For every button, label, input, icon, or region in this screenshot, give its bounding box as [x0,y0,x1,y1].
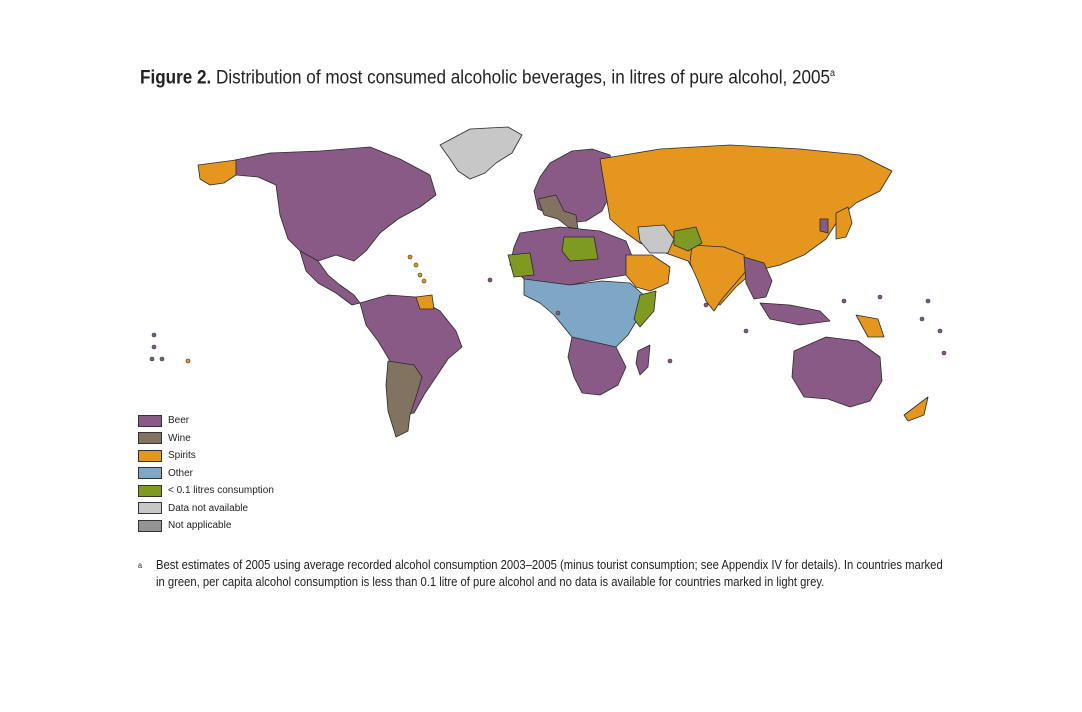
map-island-marker [418,273,422,277]
map-island-marker [186,359,190,363]
map-region-africa-central [524,279,646,347]
map-island-marker [938,329,942,333]
legend-swatch [138,485,162,497]
figure-title-text: Distribution of most consumed alcoholic beverages, in litres of pure alcohol, 2005 [216,67,831,89]
legend-swatch [138,450,162,462]
legend-swatch [138,467,162,479]
map-island-marker [556,311,560,315]
legend-item-low-consumption [138,482,274,500]
map-region-png [856,315,884,337]
map-region-greenland [440,127,522,179]
footnote [138,557,943,591]
legend-item-other [138,465,274,483]
map-region-libya [562,237,598,261]
map-island-marker [408,255,412,259]
title-footnote-mark: a [830,68,836,79]
legend-swatch [138,502,162,514]
map-island-marker [152,345,156,349]
legend-swatch [138,432,162,444]
map-region-north-america [235,147,436,261]
legend-label: Wine [168,432,191,444]
map-region-new-zealand [904,397,928,421]
map-island-marker [878,295,882,299]
legend-label: Other [168,467,194,479]
map-island-marker [842,299,846,303]
map-region-korea [820,219,828,233]
legend-swatch [138,415,162,427]
footnote-mark: a [138,561,143,570]
map-region-mauritania [508,253,534,277]
legend-item-data-not-available [138,500,274,518]
legend-item-beer [138,412,274,430]
legend-label: < 0.1 litres consumption [168,485,274,497]
map-island-marker [920,317,924,321]
legend-label: Data not available [168,502,249,514]
figure-title [140,62,835,90]
map-island-marker [744,329,748,333]
map-island-marker [414,263,418,267]
legend-label: Spirits [168,450,196,462]
footnote-text: Best estimates of 2005 using average recorded alcohol consumption 2003–2005 (minus tourist consumption; see Appendix IV for details). In countries marked in green, per capita alcohol consumption is less than 0.1 litre of pure alcohol and no data is available for countries marked in light grey. [156,558,943,589]
legend-item-not-applicable [138,517,274,535]
map-island-marker [926,299,930,303]
legend-label: Not applicable [168,520,232,532]
map-region-indonesia [760,303,830,325]
map-region-australia [792,337,882,407]
figure-label: Figure 2. [140,67,212,89]
map-region-japan [836,207,852,239]
map-region-india [690,245,746,311]
legend-item-wine [138,430,274,448]
map-island-marker [152,333,156,337]
map-island-marker [160,357,164,361]
map-region-alaska [198,160,236,185]
map-island-marker [150,357,154,361]
map-island-marker [704,303,708,307]
world-map [140,115,950,450]
legend [138,412,274,535]
map-island-marker [668,359,672,363]
legend-swatch [138,520,162,532]
legend-label: Beer [168,415,190,427]
map-region-madagascar [636,345,650,375]
map-island-marker [942,351,946,355]
map-island-marker [422,279,426,283]
legend-item-spirits [138,447,274,465]
map-island-marker [488,278,492,282]
